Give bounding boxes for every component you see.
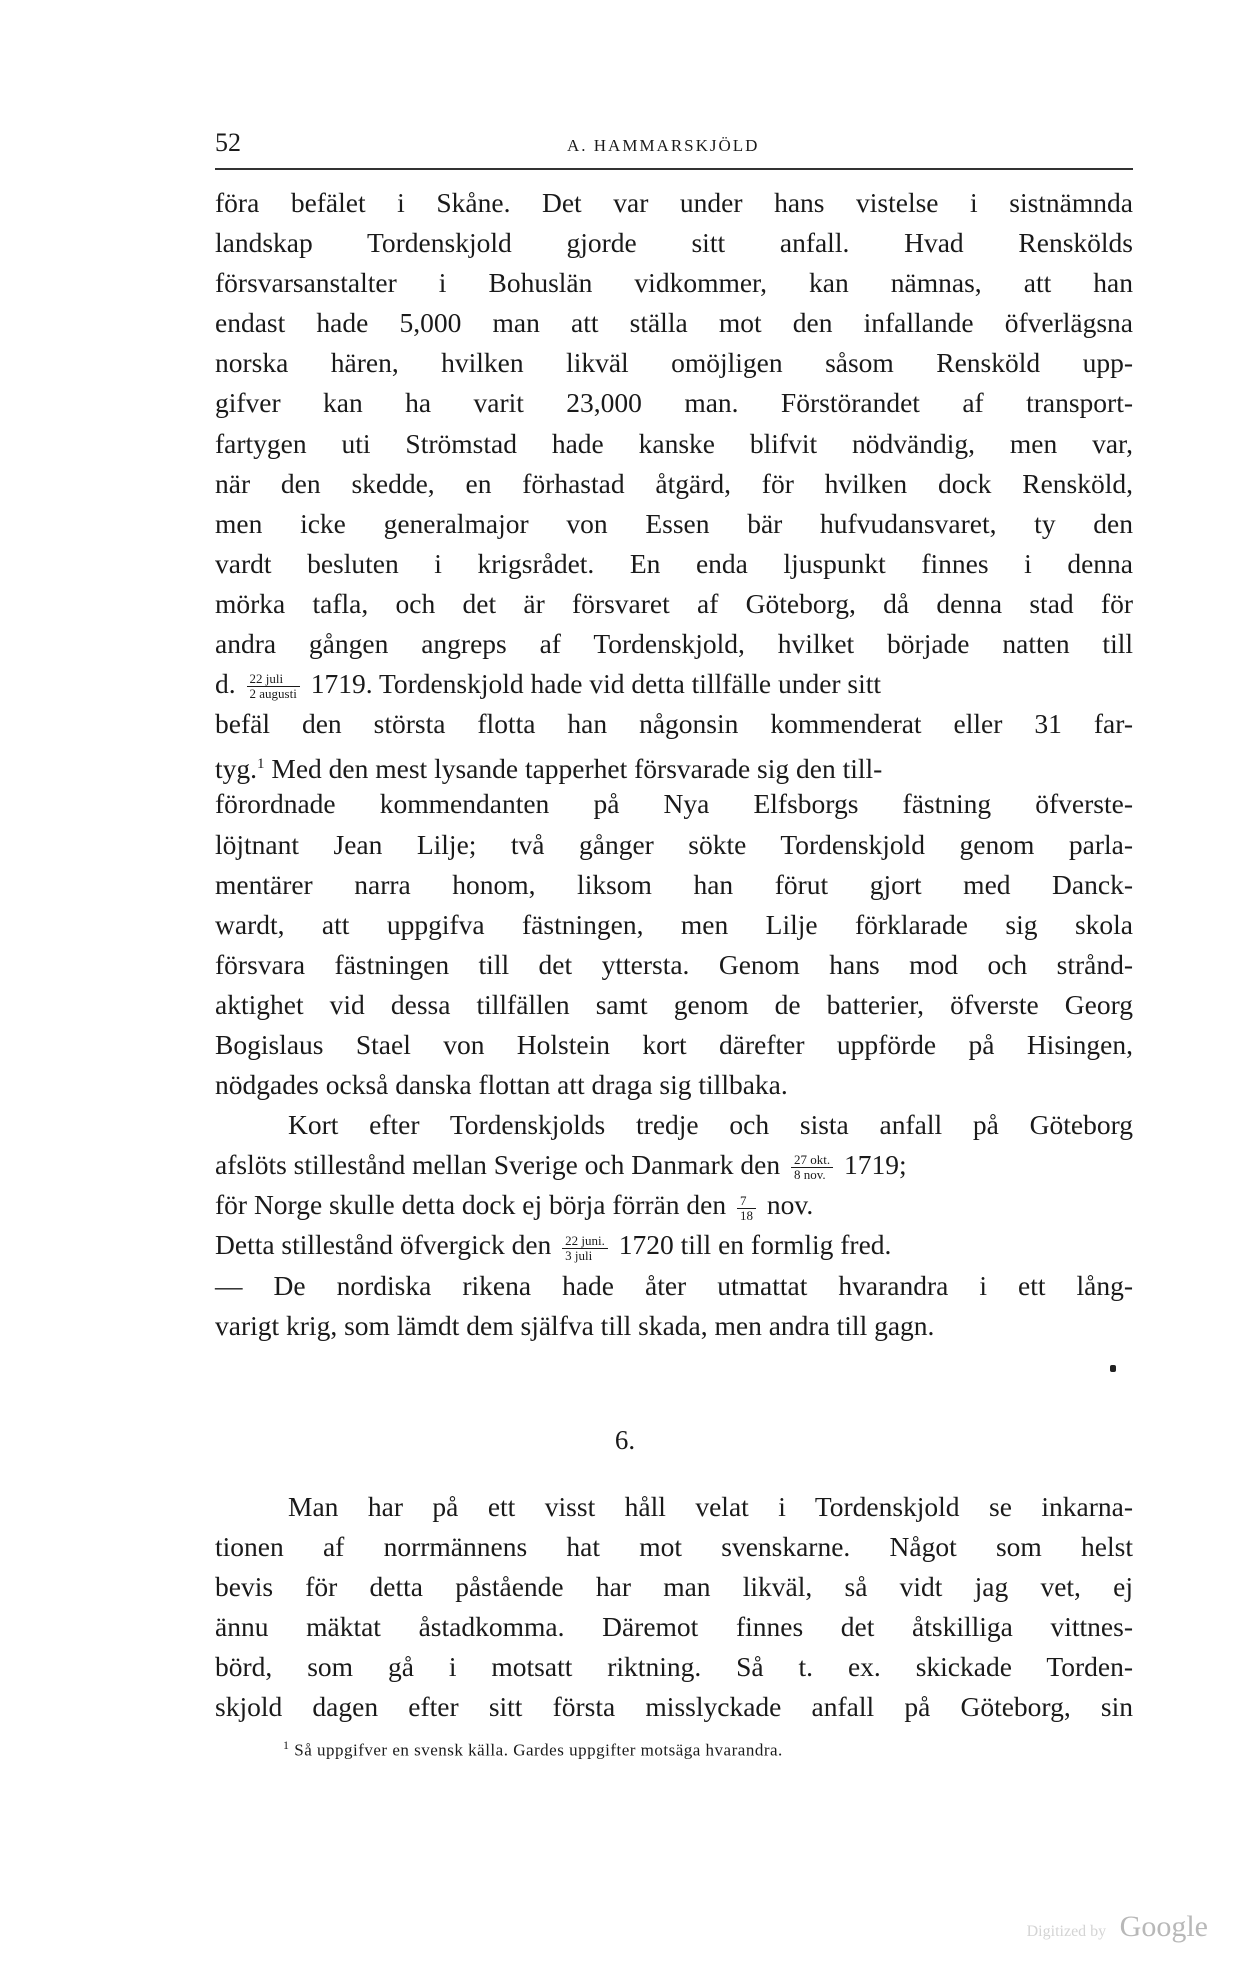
- line-suffix: 1720 till en formlig fred.: [618, 1229, 892, 1261]
- fraction-denominator: 3 juli: [565, 1247, 593, 1263]
- text-line: men icke generalmajor von Essen bär hufvudansvaret, ty den: [215, 507, 1133, 539]
- text-line: andra gången angreps af Tordenskjold, hvilket började natten till: [215, 628, 1133, 660]
- line-prefix: Detta stillestånd öfvergick den: [215, 1229, 552, 1261]
- text-line: Bogislaus Stael von Holstein kort därefter uppförde på Hisingen,: [215, 1028, 1133, 1060]
- section-number: 6.: [614, 1425, 636, 1455]
- date-fraction: [791, 1153, 833, 1182]
- text-line-with-date-fraction: [215, 1145, 1133, 1185]
- text-line: börd, som gå i motsatt riktning. Så t. ex. skickade Torden-: [215, 1651, 1133, 1683]
- line-suffix: 1719. Tordenskjold hade vid detta tillfälle under sitt: [310, 668, 882, 700]
- text-line: bevis för detta påstående har man likväl, så vidt jag vet, ej: [215, 1571, 1133, 1603]
- paragraph-first-line: Kort efter Tordenskjolds tredje och sista anfall på Göteborg: [288, 1109, 1133, 1141]
- text-line: norska hären, hvilken likväl omöjligen såsom Rensköld upp-: [215, 347, 1133, 379]
- text-line-with-footnote-ref: [215, 744, 1133, 784]
- line-prefix: tyg.: [215, 753, 258, 785]
- text-line: fartygen uti Strömstad hade kanske blifvit nödvändig, men var,: [215, 427, 1133, 459]
- footnote-reference: 1: [257, 756, 265, 773]
- line-prefix: afslöts stillestånd mellan Sverige och Danmark den: [215, 1149, 781, 1181]
- text-line: wardt, att uppgifva fästningen, men Lilje förklarade sig skola: [215, 908, 1133, 940]
- date-fraction: [562, 1234, 608, 1263]
- text-line: landskap Tordenskjold gjorde sitt anfall. Hvad Renskölds: [215, 227, 1133, 259]
- watermark-brand: Google: [1119, 1910, 1208, 1943]
- fraction-denominator: 2 augusti: [249, 686, 297, 702]
- line-suffix: Med den mest lysande tapperhet försvarade sig den till-: [271, 753, 883, 785]
- text-line: vardt besluten i krigsrådet. En enda ljuspunkt finnes i denna: [215, 547, 1133, 579]
- text-line: försvarsanstalter i Bohuslän vidkommer, kan nämnas, att han: [215, 267, 1133, 299]
- text-line-with-date-fraction: [215, 1185, 1133, 1225]
- text-line: löjtnant Jean Lilje; två gånger sökte Tordenskjold genom parla-: [215, 828, 1133, 860]
- page-number: 52: [215, 128, 241, 157]
- footnote: [283, 1738, 783, 1761]
- text-line: försvara fästningen till det yttersta. Genom hans mod och strånd-: [215, 948, 1133, 980]
- fraction-denominator: 18: [740, 1207, 753, 1223]
- digitization-watermark: [1027, 1910, 1208, 1944]
- text-line: skjold dagen efter sitt första misslyckade anfall på Göteborg, sin: [215, 1691, 1133, 1723]
- text-line-with-date-fraction: [215, 1225, 1133, 1265]
- text-line: — De nordiska rikena hade åter utmattat hvarandra i ett lång-: [215, 1269, 1133, 1301]
- paragraph-first-line: Man har på ett visst håll velat i Tordenskjold se inkarna-: [288, 1491, 1133, 1522]
- line-prefix: d.: [215, 668, 236, 700]
- text-line-with-date-fraction: [215, 664, 1133, 704]
- text-line: ännu mäktat åstadkomma. Däremot finnes det åtskilliga vittnes-: [215, 1611, 1133, 1643]
- text-line: mörka tafla, och det är försvaret af Göteborg, då denna stad för: [215, 587, 1133, 619]
- footnote-marker: 1: [283, 1738, 290, 1752]
- text-line: varigt krig, som lämdt dem själfva till skada, men andra till gagn.: [215, 1309, 935, 1341]
- text-line: aktighet vid dessa tillfällen samt genom de batterier, öfverste Georg: [215, 988, 1133, 1020]
- text-line: gifver kan ha varit 23,000 man. Förstörandet af transport-: [215, 387, 1133, 419]
- watermark-prefix: Digitized by: [1026, 1923, 1107, 1940]
- line-suffix: 1719;: [844, 1149, 907, 1181]
- page-header: [215, 128, 1133, 170]
- text-line: befäl den största flotta han någonsin kommenderat eller 31 far-: [215, 708, 1133, 740]
- line-suffix: nov.: [766, 1189, 814, 1221]
- fraction-numerator: 22 juli: [247, 672, 300, 687]
- text-line: tionen af norrmännens hat mot svenskarne. Något som helst: [215, 1531, 1133, 1563]
- text-line: mentärer narra honom, liksom han förut gjort med Danck-: [215, 868, 1133, 900]
- fraction-numerator: 27 okt.: [791, 1153, 833, 1168]
- date-fraction: [737, 1194, 756, 1223]
- line-prefix: för Norge skulle detta dock ej börja förrän den: [215, 1189, 727, 1221]
- body-text: [215, 183, 1133, 1346]
- fraction-numerator: 22 juni.: [562, 1234, 608, 1249]
- text-line: när den skedde, en förhastad åtgärd, för hvilken dock Rensköld,: [215, 467, 1133, 499]
- fraction-denominator: 8 nov.: [794, 1167, 826, 1183]
- running-head: A. HAMMARSKJÖLD: [567, 136, 760, 155]
- section-text: [215, 1487, 1133, 1728]
- text-line: förordnade kommendanten på Nya Elfsborgs fästning öfverste-: [215, 788, 1133, 820]
- text-line: föra befälet i Skåne. Det var under hans vistelse i sistnämnda: [215, 187, 1133, 218]
- date-fraction: [247, 672, 300, 701]
- text-line: endast hade 5,000 man att ställa mot den infallande öfverlägsna: [215, 307, 1133, 339]
- text-line: nödgades också danska flottan att draga sig tillbaka.: [215, 1069, 788, 1101]
- stray-ink-dot: [1110, 1365, 1116, 1372]
- fraction-numerator: 7: [737, 1194, 756, 1209]
- footnote-text: Så uppgifver en svensk källa. Gardes uppgifter motsäga hvarandra.: [294, 1740, 783, 1760]
